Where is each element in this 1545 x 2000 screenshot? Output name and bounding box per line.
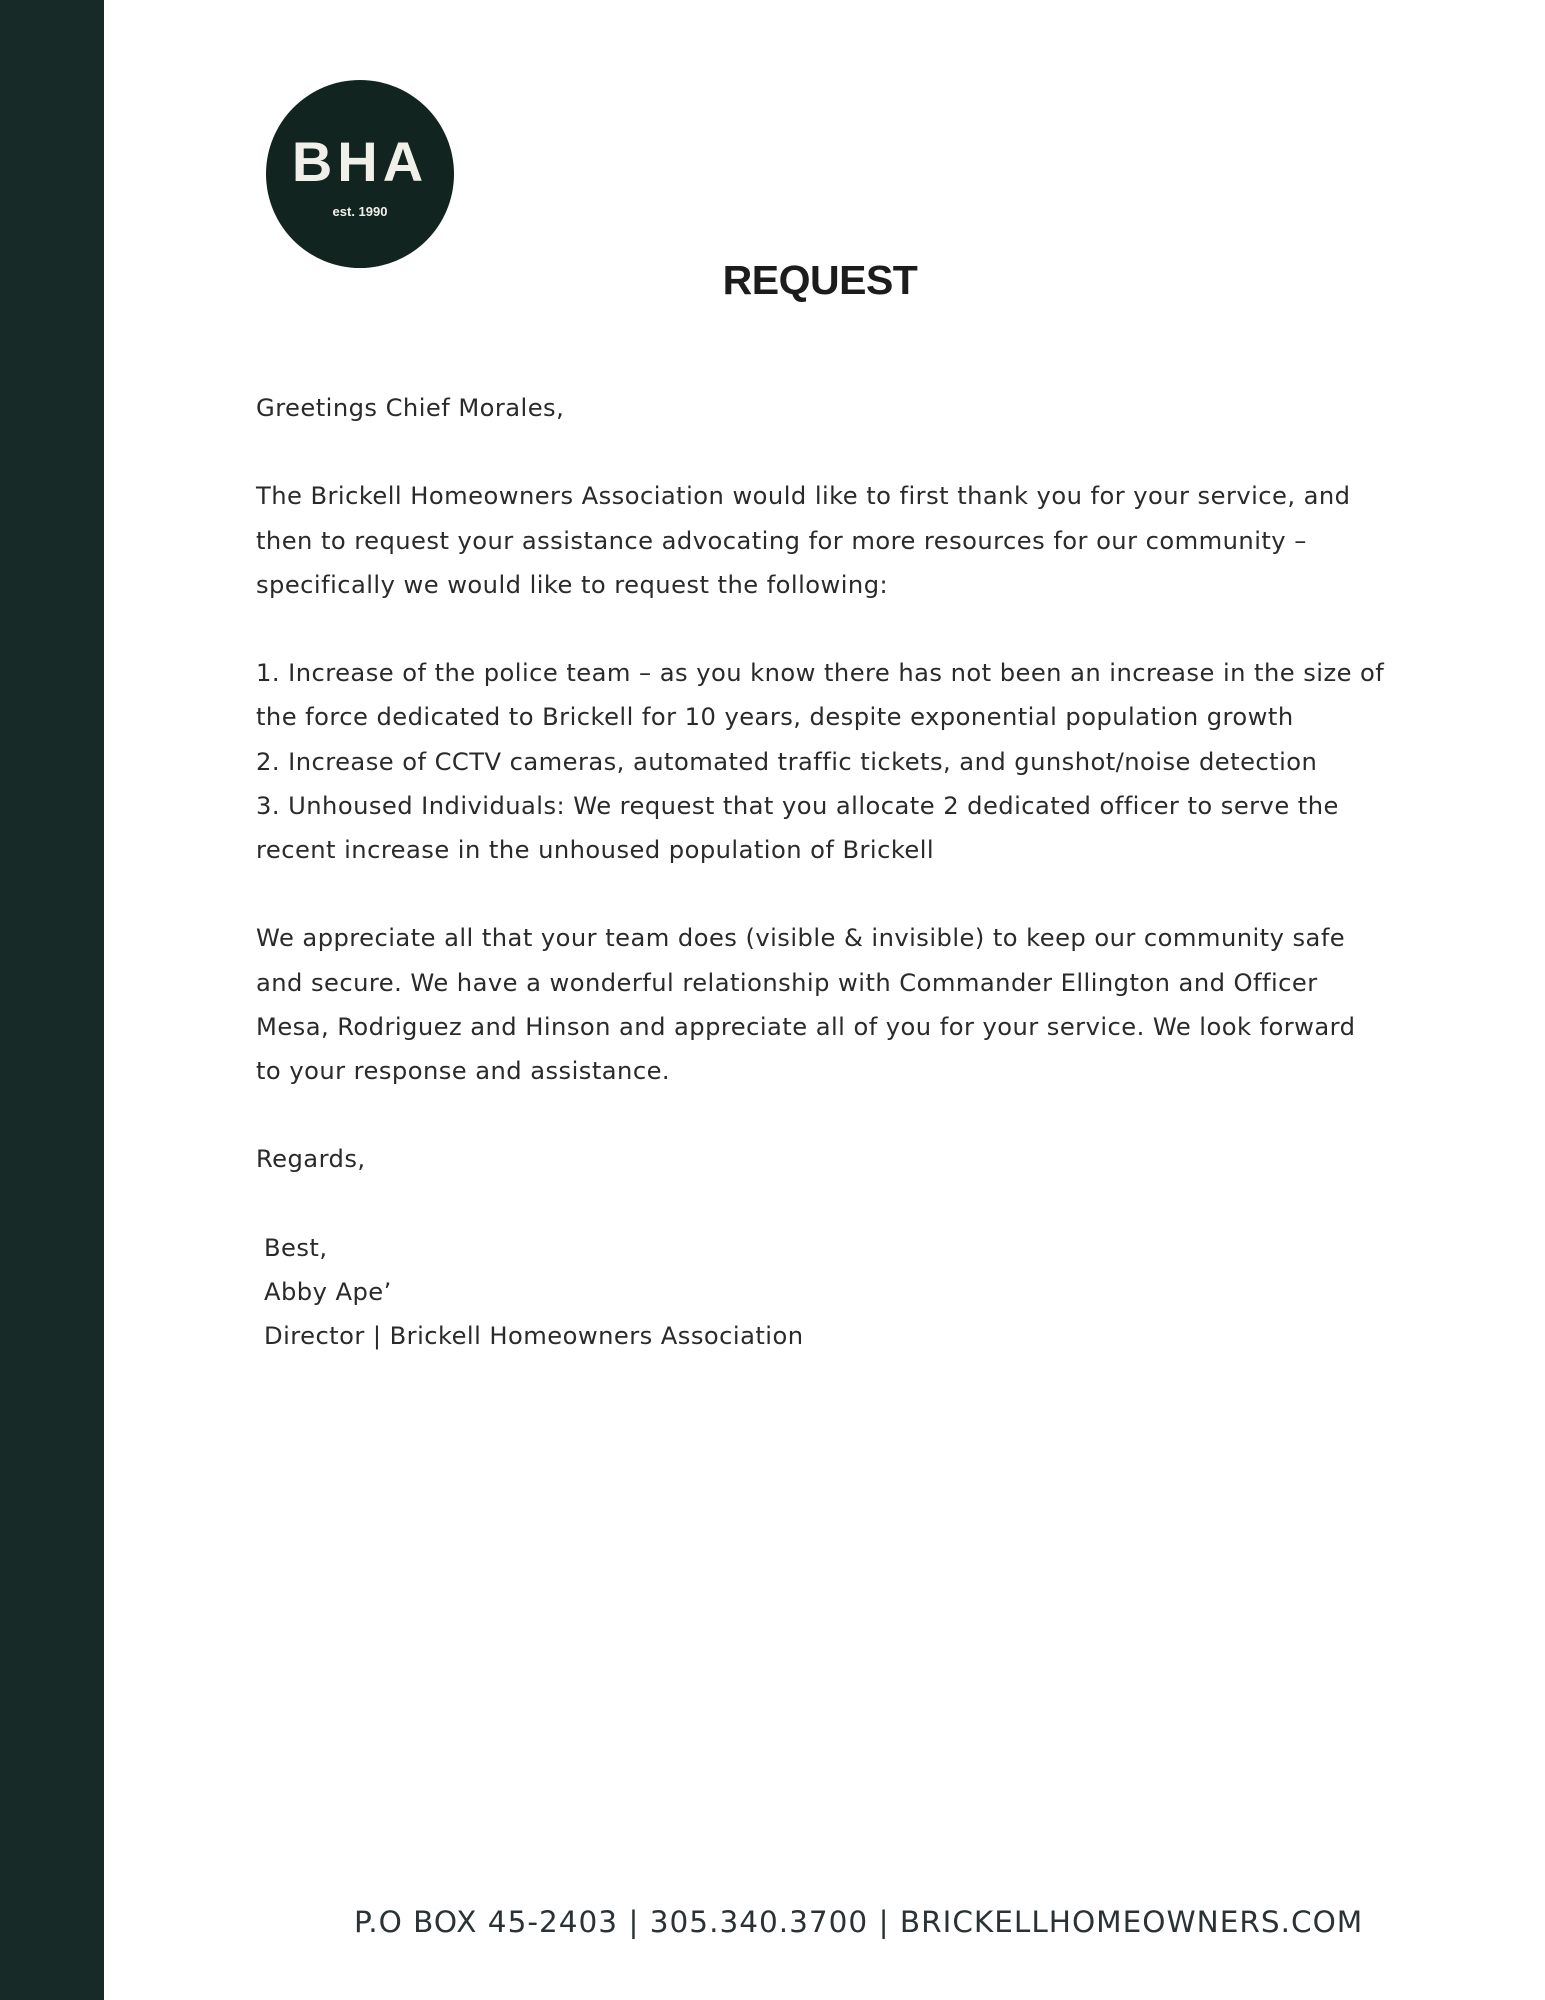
paragraph-gap	[256, 1093, 1406, 1137]
request-line: the force dedicated to Brickell for 10 years, despite exponential population growth	[256, 703, 1294, 732]
closing: Regards,	[256, 1145, 366, 1174]
appreciation-line: and secure. We have a wonderful relationship with Commander Ellington and Officer	[256, 968, 1318, 997]
request-line: recent increase in the unhoused population of Brickell	[256, 836, 935, 864]
paragraph-gap	[256, 872, 1406, 916]
greeting: Greetings Chief Morales,	[256, 394, 565, 422]
paragraph-gap	[256, 430, 1406, 474]
intro-paragraph	[256, 474, 1406, 607]
appreciation-line: to your response and assistance.	[256, 1057, 671, 1085]
paragraph-gap	[256, 1182, 1406, 1226]
appreciation-line: Mesa, Rodriguez and Hinson and appreciate all of you for your service. We look forward	[256, 1012, 1356, 1041]
footer-contact: P.O BOX 45-2403 | 305.340.3700 | BRICKELLHOMEOWNERS.COM	[354, 1905, 1364, 1939]
signature-salutation: Best,	[264, 1233, 328, 1262]
logo-letters: BHA	[291, 130, 429, 193]
appreciation-line: We appreciate all that your team does (visible & invisible) to keep our community safe	[256, 924, 1346, 953]
letter-body	[256, 386, 1406, 1358]
signature-block	[256, 1226, 1406, 1359]
paragraph-gap	[256, 607, 1406, 651]
intro-line: specifically we would like to request the following:	[256, 570, 889, 599]
bha-logo	[266, 80, 454, 268]
intro-line: then to request your assistance advocating for more resources for our community –	[256, 526, 1307, 555]
intro-line: The Brickell Homeowners Association would like to first thank you for your service, and	[256, 482, 1351, 511]
signature-role: Director | Brickell Homeowners Association	[264, 1322, 804, 1351]
request-line: 2. Increase of CCTV cameras, automated traffic tickets, and gunshot/noise detection	[256, 747, 1318, 776]
request-line: 3. Unhoused Individuals: We request that you allocate 2 dedicated officer to serve the	[256, 791, 1339, 820]
appreciation-paragraph	[256, 916, 1406, 1093]
left-accent-bar	[0, 0, 104, 2000]
document-title: REQUEST	[722, 257, 918, 303]
request-list	[256, 651, 1406, 872]
logo-established: est. 1990	[332, 204, 388, 219]
signature-name: Abby Ape’	[264, 1277, 392, 1306]
request-line: 1. Increase of the police team – as you know there has not been an increase in the size of	[256, 659, 1385, 688]
